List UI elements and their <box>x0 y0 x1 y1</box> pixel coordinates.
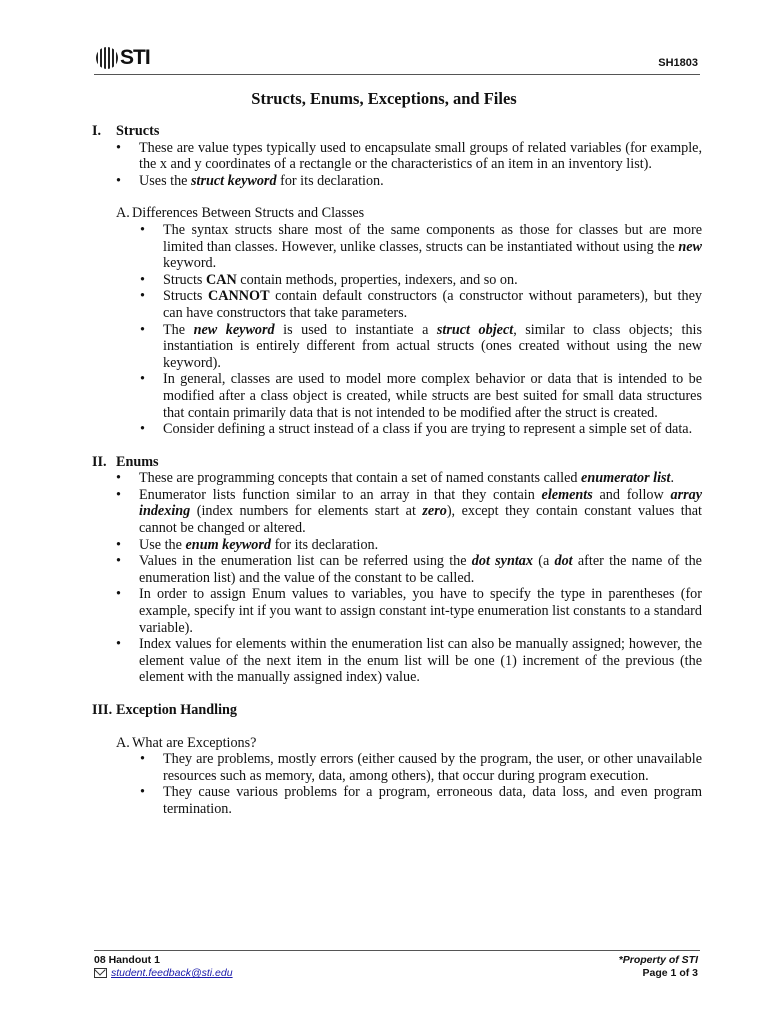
exceptions-list <box>92 751 702 817</box>
differences-list <box>92 222 702 438</box>
list-item: • Consider defining a struct instead of a class if you are trying to represent a simple set of data. <box>92 421 702 438</box>
section-number: III. <box>92 702 113 718</box>
property-notice: *Property of STI <box>618 954 698 966</box>
section-number: II. <box>92 453 107 470</box>
envelope-icon <box>94 968 107 978</box>
list-item: • The syntax structs share most of the same components as those for classes but are more limited than classes. However, unlike classes, structs can be instantiated without using the new keyword. <box>92 222 702 272</box>
footer-contact <box>94 967 233 979</box>
subsection-heading: A. Differences Between Structs and Classes <box>116 205 365 222</box>
page-number: Page 1 of 3 <box>642 967 698 979</box>
list-item: • Enumerator lists function similar to an array in that they contain elements and follow array indexing (index numbers for elements start at zero), except they contain constant values that cannot be changed or altered. <box>92 487 702 537</box>
enums-list <box>92 470 702 686</box>
subsection-heading: A. What are Exceptions? <box>116 734 257 751</box>
list-item: • Uses the struct keyword for its declaration. <box>92 173 702 190</box>
section-heading-enums <box>92 454 702 471</box>
section-heading-exception-handling <box>92 702 702 719</box>
section-title: Exception Handling <box>116 702 238 718</box>
list-item: • The new keyword is used to instantiate a struct object, similar to class objects; this instantiation is entirely different from actual structs (ones created without using the new keyword). <box>92 322 702 372</box>
list-item: • These are programming concepts that contain a set of named constants called enumerator list. <box>92 470 702 487</box>
page-title: Structs, Enums, Exceptions, and Files <box>251 89 517 108</box>
sti-logo <box>96 46 150 70</box>
list-item: • They are problems, mostly errors (either caused by the program, the user, or other unavailable resources such as memory, data, among others), that occur during program execution. <box>92 751 702 784</box>
list-item: • Structs CAN contain methods, properties, indexers, and so on. <box>92 272 702 289</box>
list-item: • Values in the enumeration list can be referred using the dot syntax (a dot after the name of the enumeration list) and the value of the constant to be called. <box>92 553 702 586</box>
feedback-email-link[interactable]: student.feedback@sti.edu <box>111 967 233 979</box>
section-title: Enums <box>116 453 159 470</box>
list-item: • In general, classes are used to model more complex behavior or data that is intended to be modified after a class object is created, while structs are best suited for small data structures that contain primarily data that is not intended to be modified after the struct is created. <box>92 371 702 421</box>
globe-icon <box>96 47 118 69</box>
section-heading-structs <box>92 123 702 140</box>
handout-label: 08 Handout 1 <box>94 954 160 966</box>
list-item: • They cause various problems for a program, erroneous data, data loss, and even program termination. <box>92 784 702 817</box>
logo-text: STI <box>120 46 150 69</box>
list-item: • Index values for elements within the enumeration list can also be manually assigned; however, the element value of the next item in the enum list will be one (1) increment of the previous (the element with the manually assigned index) value. <box>92 636 702 686</box>
document-body <box>92 123 702 818</box>
section-number: I. <box>92 123 102 139</box>
list-item: • These are value types typically used to encapsulate small groups of related variables (for example, the x and y coordinates of a rectangle or the characteristics of an item in an inventory list). <box>92 140 702 173</box>
list-item: • Structs CANNOT contain default constructors (a constructor without parameters), but they can have constructors that take parameters. <box>92 288 702 321</box>
list-item: • Use the enum keyword for its declaration. <box>92 537 702 554</box>
section-title: Structs <box>116 123 160 139</box>
footer-divider <box>94 950 700 951</box>
header-divider <box>94 74 700 75</box>
document-code: SH1803 <box>658 57 698 69</box>
structs-list <box>92 140 702 190</box>
list-item: • In order to assign Enum values to variables, you have to specify the type in parentheses (for example, specify int if you want to assign constant int-type enumeration list constants to a standard variable). <box>92 586 702 636</box>
